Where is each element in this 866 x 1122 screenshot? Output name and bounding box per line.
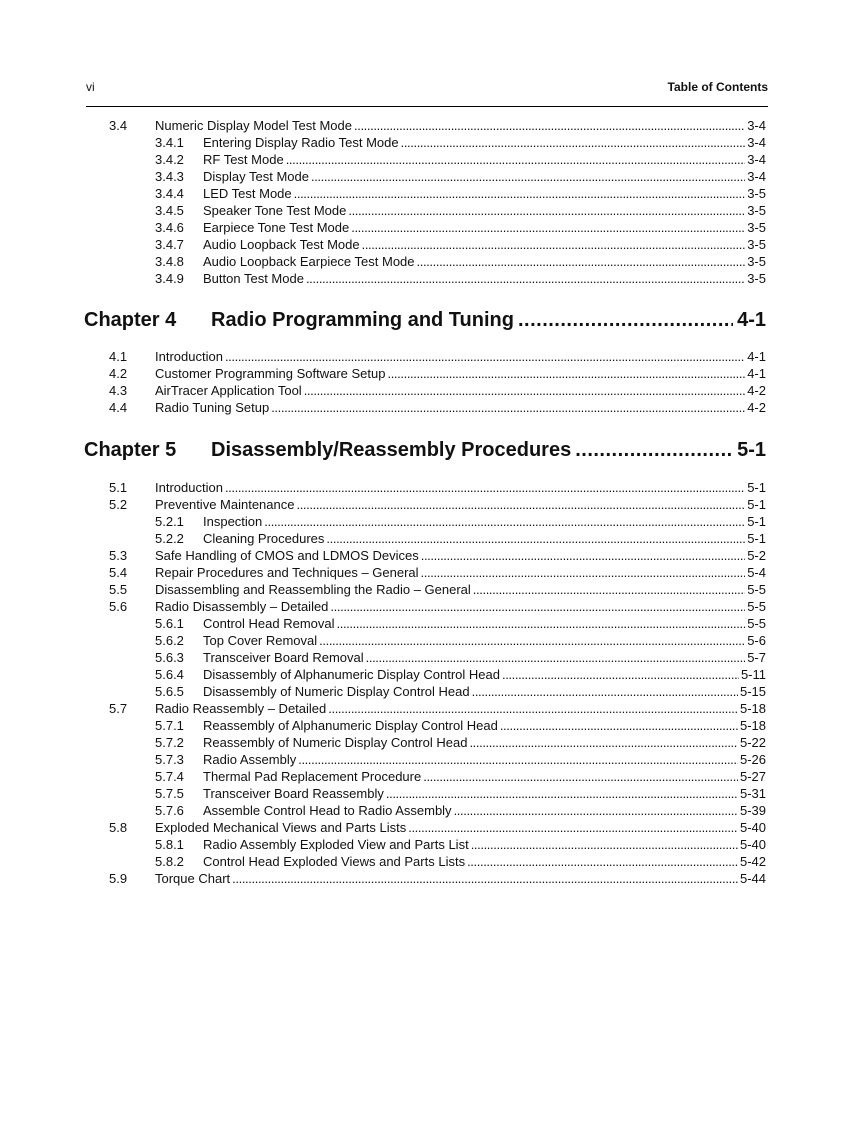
entry-title: Control Head Removal	[203, 616, 335, 631]
toc-section-entry[interactable]	[109, 399, 766, 416]
entry-title: Reassembly of Alphanumeric Display Control Head	[203, 718, 498, 733]
dot-leader	[298, 751, 738, 768]
entry-number: 5.1	[109, 480, 128, 495]
toc-section-entry[interactable]	[109, 479, 766, 496]
chapter-title: Disassembly/Reassembly Procedures	[211, 439, 572, 461]
entry-page: 5-1	[747, 480, 766, 495]
toc-section-entry[interactable]	[109, 117, 766, 134]
entry-page: 5-5	[747, 599, 766, 614]
entry-title: Disassembling and Reassembling the Radio – General	[155, 582, 471, 597]
entry-page: 5-5	[747, 582, 766, 597]
entry-page: 4-2	[747, 400, 766, 415]
entry-number: 5.9	[109, 871, 128, 886]
entry-number: 5.2.1	[155, 514, 184, 529]
dot-leader	[294, 185, 746, 202]
entry-title: Introduction	[155, 480, 223, 495]
dot-leader	[330, 598, 745, 615]
entry-number: 3.4.9	[155, 271, 184, 286]
toc-subsection-entry[interactable]	[155, 219, 766, 236]
entry-title: Transceiver Board Reassembly	[203, 786, 384, 801]
entry-page: 3-5	[747, 186, 766, 201]
entry-page: 5-40	[739, 820, 766, 835]
entry-title: Customer Programming Software Setup	[155, 366, 386, 381]
dot-leader	[328, 700, 738, 717]
entry-title: Button Test Mode	[203, 271, 304, 286]
entry-page: 5-42	[739, 854, 766, 869]
entry-title: Transceiver Board Removal	[203, 650, 364, 665]
toc-subsection-entry[interactable]	[155, 717, 766, 734]
dot-leader	[225, 348, 745, 365]
dot-leader	[286, 151, 746, 168]
toc-subsection-entry[interactable]	[155, 253, 766, 270]
dot-leader	[502, 666, 739, 683]
dot-leader	[401, 134, 746, 151]
entry-page: 5-15	[739, 684, 766, 699]
entry-title: Radio Assembly	[203, 752, 297, 767]
entry-title: Repair Procedures and Techniques – General	[155, 565, 419, 580]
entry-number: 5.5	[109, 582, 128, 597]
entry-title: Audio Loopback Earpiece Test Mode	[203, 254, 415, 269]
entry-number: 3.4.4	[155, 186, 184, 201]
entry-title: Numeric Display Model Test Mode	[155, 118, 352, 133]
entry-title: Display Test Mode	[203, 169, 309, 184]
toc-subsection-entry[interactable]	[155, 530, 766, 547]
toc-subsection-entry[interactable]	[155, 751, 766, 768]
entry-title: Entering Display Radio Test Mode	[203, 135, 399, 150]
dot-leader	[306, 270, 745, 287]
entry-title: Introduction	[155, 349, 223, 364]
entry-page: 5-5	[747, 616, 766, 631]
dot-leader	[421, 547, 745, 564]
toc-section-entry[interactable]	[109, 564, 766, 581]
dot-leader	[296, 496, 745, 513]
entry-number: 5.3	[109, 548, 128, 563]
dot-leader	[264, 513, 745, 530]
toc-subsection-entry[interactable]	[155, 615, 766, 632]
entry-number: 5.6.3	[155, 650, 184, 665]
toc-subsection-entry[interactable]	[155, 836, 766, 853]
entry-number: 3.4.2	[155, 152, 184, 167]
entry-number: 5.8	[109, 820, 128, 835]
entry-title: Speaker Tone Test Mode	[203, 203, 347, 218]
entry-page: 5-11	[740, 667, 766, 682]
entry-page: 5-40	[739, 837, 766, 852]
entry-number: 5.4	[109, 565, 128, 580]
entry-number: 5.7.5	[155, 786, 184, 801]
entry-page: 4-1	[747, 349, 766, 364]
entry-number: 3.4.3	[155, 169, 184, 184]
entry-number: 3.4.5	[155, 203, 184, 218]
entry-page: 4-2	[747, 383, 766, 398]
dot-leader	[387, 365, 745, 382]
entry-page: 3-5	[747, 254, 766, 269]
entry-number: 5.6.1	[155, 616, 184, 631]
toc-subsection-entry[interactable]	[155, 513, 766, 530]
toc-subsection-entry[interactable]	[155, 185, 766, 202]
dot-leader	[304, 382, 746, 399]
toc-subsection-entry[interactable]	[155, 734, 766, 751]
entry-title: Radio Reassembly – Detailed	[155, 701, 327, 716]
entry-number: 3.4.6	[155, 220, 184, 235]
entry-page: 3-4	[747, 118, 766, 133]
entry-number: 5.7.6	[155, 803, 184, 818]
entry-number: 5.8.2	[155, 854, 184, 869]
dot-leader	[421, 564, 746, 581]
dot-leader	[337, 615, 746, 632]
entry-page: 5-6	[747, 633, 766, 648]
dot-leader	[311, 168, 745, 185]
entry-page: 4-1	[747, 366, 766, 381]
chapter-page: 4-1	[737, 309, 766, 331]
entry-page: 3-4	[747, 152, 766, 167]
entry-page: 3-4	[747, 169, 766, 184]
entry-page: 5-4	[747, 565, 766, 580]
entry-title: AirTracer Application Tool	[155, 383, 302, 398]
entry-number: 3.4.8	[155, 254, 184, 269]
dot-leader	[225, 479, 745, 496]
toc-subsection-entry[interactable]	[155, 649, 766, 666]
entry-title: RF Test Mode	[203, 152, 284, 167]
toc-subsection-entry[interactable]	[155, 802, 766, 819]
entry-page: 5-1	[747, 514, 766, 529]
toc-subsection-entry[interactable]	[155, 270, 766, 287]
chapter-page: 5-1	[737, 439, 766, 461]
toc-subsection-entry[interactable]	[155, 853, 766, 870]
entry-title: Radio Disassembly – Detailed	[155, 599, 329, 614]
entry-number: 4.2	[109, 366, 128, 381]
toc-subsection-entry[interactable]	[155, 134, 766, 151]
toc-section-entry[interactable]	[109, 365, 766, 382]
entry-page: 5-2	[747, 548, 766, 563]
entry-page: 5-18	[739, 718, 766, 733]
dot-leader	[386, 785, 738, 802]
entry-number: 5.7	[109, 701, 128, 716]
entry-page: 3-5	[747, 271, 766, 286]
toc-subsection-entry[interactable]	[155, 683, 766, 700]
dot-leader	[408, 819, 738, 836]
dot-leader	[319, 632, 745, 649]
dot-leader	[366, 649, 746, 666]
entry-title: Radio Assembly Exploded View and Parts List	[203, 837, 469, 852]
dot-leader	[351, 219, 745, 236]
entry-number: 5.6.5	[155, 684, 184, 699]
toc-subsection-entry[interactable]	[155, 632, 766, 649]
entry-page: 5-22	[739, 735, 766, 750]
page-header	[86, 78, 768, 107]
entry-page: 5-27	[739, 769, 766, 784]
toc-section-entry[interactable]	[109, 870, 766, 887]
entry-number: 3.4	[109, 118, 128, 133]
entry-number: 5.2	[109, 497, 128, 512]
entry-title: Disassembly of Alphanumeric Display Control Head	[203, 667, 500, 682]
entry-number: 5.7.3	[155, 752, 184, 767]
entry-title: Preventive Maintenance	[155, 497, 295, 512]
page-number: vi	[86, 80, 95, 94]
dot-leader	[417, 253, 746, 270]
entry-title: Control Head Exploded Views and Parts Lists	[203, 854, 466, 869]
entry-number: 3.4.1	[155, 135, 184, 150]
dot-leader	[423, 768, 738, 785]
entry-title: Thermal Pad Replacement Procedure	[203, 769, 422, 784]
dot-leader	[473, 581, 745, 598]
entry-page: 5-1	[747, 497, 766, 512]
entry-page: 3-5	[747, 220, 766, 235]
dot-leader	[500, 717, 738, 734]
dot-leader	[271, 399, 745, 416]
dot-leader	[354, 117, 745, 134]
dot-leader	[362, 236, 746, 253]
toc-section-entry[interactable]	[109, 819, 766, 836]
entry-title: Earpiece Tone Test Mode	[203, 220, 350, 235]
header-title: Table of Contents	[667, 80, 768, 94]
chapter-heading[interactable]	[84, 309, 766, 335]
chapter-heading[interactable]	[84, 439, 766, 465]
toc-subsection-entry[interactable]	[155, 168, 766, 185]
toc-subsection-entry[interactable]	[155, 785, 766, 802]
entry-page: 5-18	[739, 701, 766, 716]
entry-number: 5.6	[109, 599, 128, 614]
entry-number: 4.4	[109, 400, 128, 415]
entry-number: 3.4.7	[155, 237, 184, 252]
entry-title: Exploded Mechanical Views and Parts Lists	[155, 820, 407, 835]
entry-title: Reassembly of Numeric Display Control Head	[203, 735, 468, 750]
toc-subsection-entry[interactable]	[155, 236, 766, 253]
dot-leader	[326, 530, 745, 547]
entry-title: Disassembly of Numeric Display Control Head	[203, 684, 470, 699]
chapter-title: Radio Programming and Tuning	[211, 309, 514, 331]
dot-leader	[469, 734, 738, 751]
entry-page: 5-1	[747, 531, 766, 546]
toc-subsection-entry[interactable]	[155, 768, 766, 785]
entry-page: 5-26	[739, 752, 766, 767]
toc-section-entry[interactable]	[109, 382, 766, 399]
entry-title: Assemble Control Head to Radio Assembly	[203, 803, 452, 818]
entry-title: Radio Tuning Setup	[155, 400, 270, 415]
toc-subsection-entry[interactable]	[155, 151, 766, 168]
entry-number: 4.1	[109, 349, 128, 364]
entry-number: 4.3	[109, 383, 128, 398]
toc-section-entry[interactable]	[109, 598, 766, 615]
entry-page: 3-5	[747, 203, 766, 218]
entry-number: 5.7.1	[155, 718, 184, 733]
dot-leader	[232, 870, 738, 887]
entry-number: 5.6.4	[155, 667, 184, 682]
entry-page: 5-44	[739, 871, 766, 886]
entry-number: 5.7.2	[155, 735, 184, 750]
entry-number: 5.2.2	[155, 531, 184, 546]
dot-leader	[575, 439, 733, 462]
entry-page: 5-39	[739, 803, 766, 818]
dot-leader	[454, 802, 738, 819]
toc-section-entry[interactable]	[109, 581, 766, 598]
entry-title: Audio Loopback Test Mode	[203, 237, 360, 252]
entry-title: Torque Chart	[155, 871, 231, 886]
entry-number: 5.8.1	[155, 837, 184, 852]
entry-title: LED Test Mode	[203, 186, 292, 201]
toc-section-entry[interactable]	[109, 700, 766, 717]
toc-section-entry[interactable]	[109, 348, 766, 365]
entry-page: 3-4	[747, 135, 766, 150]
toc-subsection-entry[interactable]	[155, 202, 766, 219]
dot-leader	[467, 853, 738, 870]
entry-number: 5.7.4	[155, 769, 184, 784]
dot-leader	[518, 309, 733, 332]
toc-subsection-entry[interactable]	[155, 666, 766, 683]
entry-title: Top Cover Removal	[203, 633, 318, 648]
entry-page: 3-5	[747, 237, 766, 252]
entry-page: 5-31	[739, 786, 766, 801]
dot-leader	[348, 202, 745, 219]
entry-title: Safe Handling of CMOS and LDMOS Devices	[155, 548, 419, 563]
entry-page: 5-7	[747, 650, 766, 665]
entry-title: Inspection	[203, 514, 263, 529]
dot-leader	[471, 836, 738, 853]
toc-section-entry[interactable]	[109, 547, 766, 564]
entry-number: 5.6.2	[155, 633, 184, 648]
toc-section-entry[interactable]	[109, 496, 766, 513]
chapter-label: Chapter 4	[84, 309, 177, 331]
chapter-label: Chapter 5	[84, 439, 177, 461]
dot-leader	[472, 683, 738, 700]
entry-title: Cleaning Procedures	[203, 531, 325, 546]
